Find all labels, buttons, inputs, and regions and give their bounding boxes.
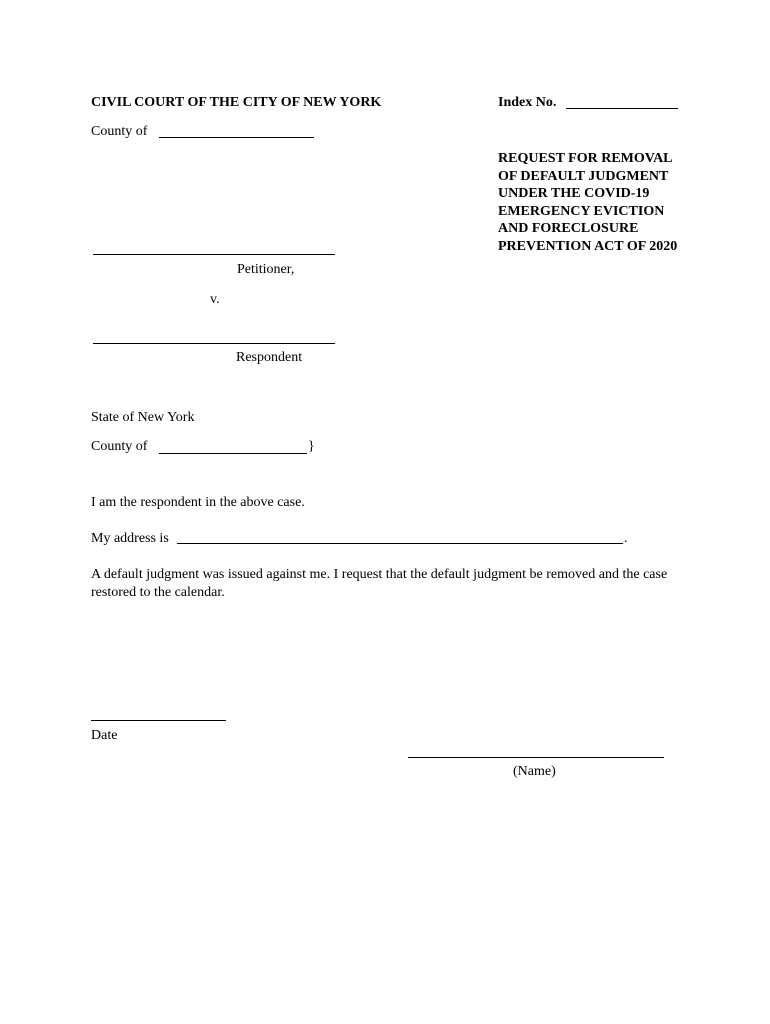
date-line[interactable]: [91, 720, 226, 721]
state-line: State of New York: [91, 410, 195, 425]
address-period: .: [624, 531, 628, 546]
county-line[interactable]: [159, 137, 314, 138]
title-line: EMERGENCY EVICTION: [498, 203, 665, 219]
document-title: [498, 150, 738, 255]
date-label: Date: [91, 728, 118, 743]
versus-label: v.: [210, 292, 220, 307]
signature-line[interactable]: [408, 757, 664, 758]
respondent-statement: I am the respondent in the above case.: [91, 495, 305, 510]
county-label: County of: [91, 124, 148, 139]
venue-county-label: County of: [91, 439, 148, 454]
title-line: REQUEST FOR REMOVAL: [498, 151, 673, 166]
request-paragraph: A default judgment was issued against me. I request that the default judgment be removed and the case restored to the calendar.: [91, 567, 668, 600]
address-label: My address is: [91, 531, 169, 546]
respondent-label: Respondent: [236, 350, 303, 365]
petitioner-name-line[interactable]: [93, 254, 335, 255]
index-number-line[interactable]: [566, 108, 678, 109]
venue-brace: }: [308, 439, 315, 454]
petitioner-label: Petitioner,: [237, 262, 295, 277]
index-number-label: Index No.: [498, 95, 557, 110]
name-label: (Name): [513, 764, 556, 779]
title-line: OF DEFAULT JUDGMENT: [498, 168, 669, 184]
title-line: PREVENTION ACT OF 2020: [498, 238, 678, 254]
court-name: CIVIL COURT OF THE CITY OF NEW YORK: [91, 95, 382, 110]
address-line[interactable]: [177, 543, 623, 544]
title-line: AND FORECLOSURE: [498, 221, 639, 236]
respondent-name-line[interactable]: [93, 343, 335, 344]
title-line: UNDER THE COVID-19: [498, 186, 650, 201]
venue-county-line[interactable]: [159, 453, 307, 454]
